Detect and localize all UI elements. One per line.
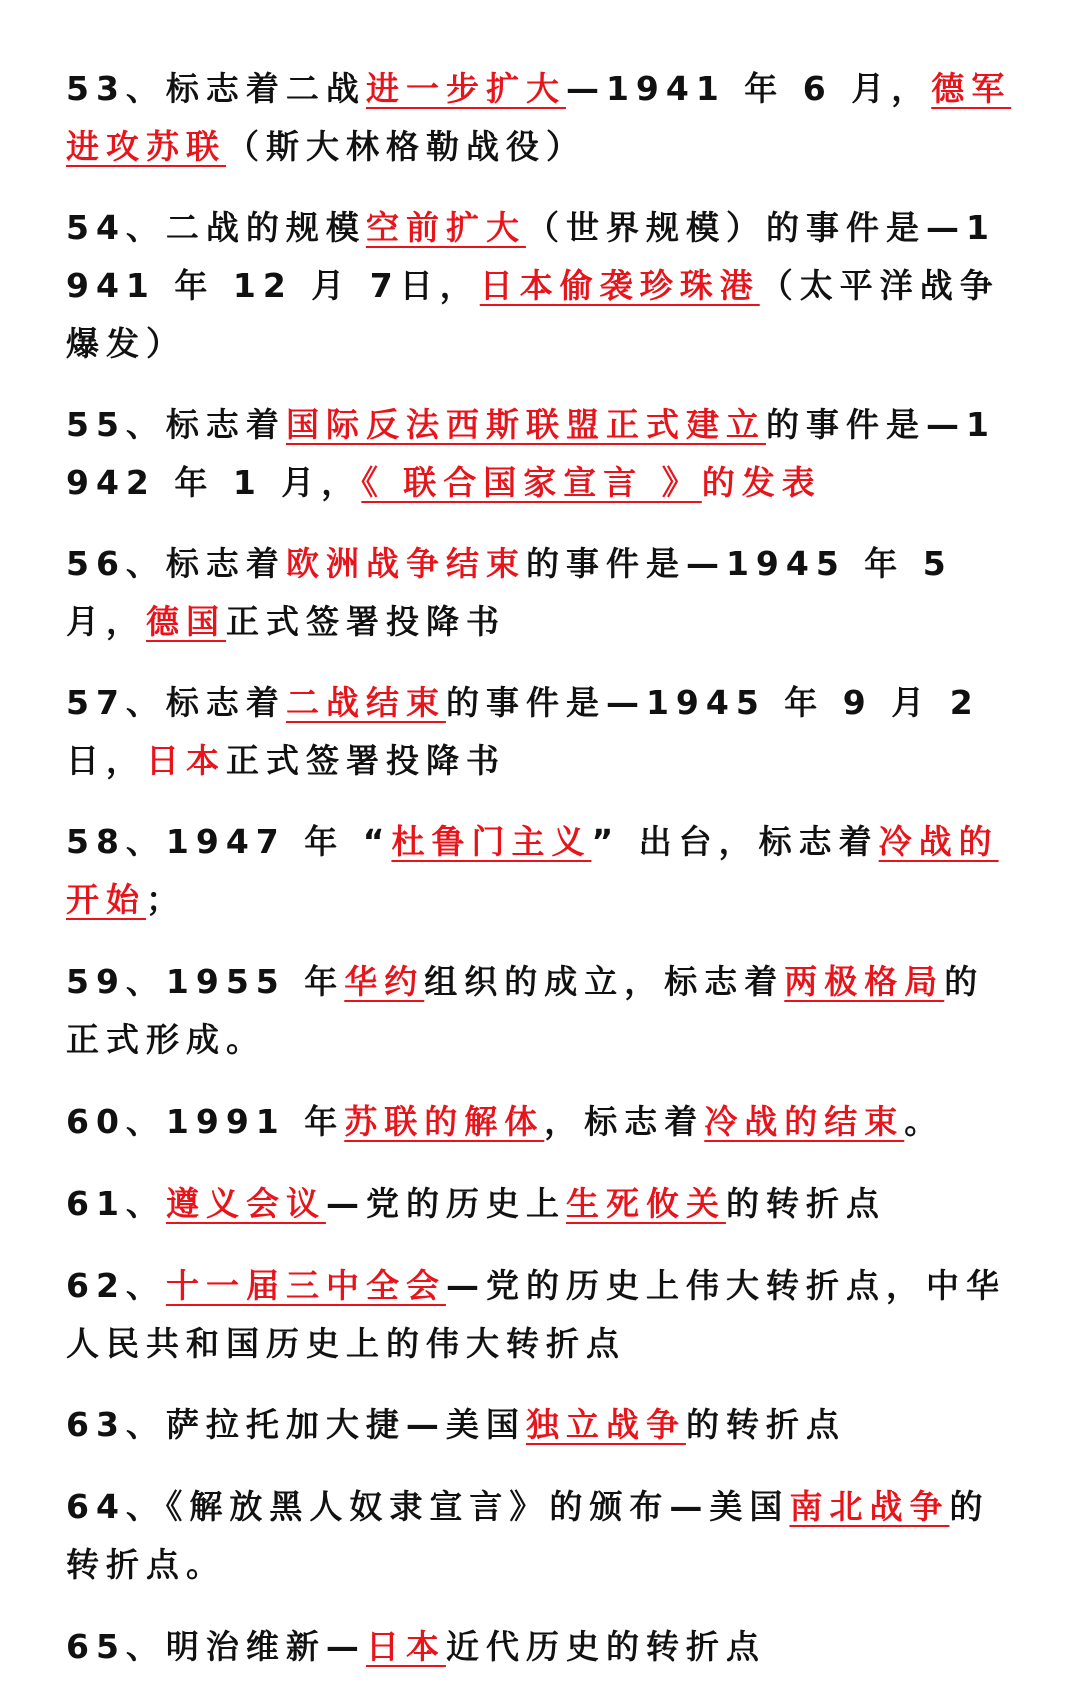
highlight: 《 联合国家宣言 》	[361, 463, 702, 502]
segment: ；	[146, 880, 186, 919]
item-62	[66, 1257, 1016, 1373]
item-58	[66, 813, 1016, 929]
item-64	[66, 1478, 1016, 1594]
segment: （斯大林格勒战役）	[226, 127, 586, 166]
segment: （世界规模）的事件是—1941 年 12 月 7日，	[66, 208, 996, 305]
segment: 正式签署投降书	[226, 741, 506, 780]
segment: 56、标志着	[66, 544, 286, 583]
item-55	[66, 396, 1016, 512]
highlight: 生死攸关	[565, 1184, 726, 1223]
segment: 的转折点	[685, 1405, 846, 1444]
segment: 63、萨拉托加大捷—美国	[66, 1405, 526, 1444]
item-54	[66, 199, 1016, 373]
segment: —党的历史上	[325, 1184, 566, 1223]
highlight: 遵义会议	[165, 1184, 326, 1223]
item-65	[66, 1618, 1016, 1676]
item-57	[66, 674, 1016, 790]
highlight: 国际反法西斯联盟正式建立	[285, 405, 766, 444]
item-53	[66, 60, 1016, 176]
item-59	[66, 953, 1016, 1069]
highlight: 日本	[365, 1627, 446, 1666]
segment: （太平洋战争爆发）	[66, 266, 1000, 363]
highlight: 德国	[146, 602, 226, 641]
highlight: 冷战的开始	[66, 822, 999, 919]
segment-red-plain: 日本	[146, 741, 226, 780]
segment: 55、标志着	[66, 405, 286, 444]
highlight: 冷战的结束	[704, 1102, 905, 1141]
segment: 的事件是—1942 年 1 月，	[66, 405, 996, 502]
segment: 的转折点。	[66, 1487, 990, 1584]
highlight: 日本偷袭珍珠港	[479, 266, 760, 305]
segment: 的正式形成。	[66, 962, 985, 1059]
highlight: 二战结束	[285, 683, 446, 722]
segment: 54、二战的规模	[66, 208, 366, 247]
segment: ，标志着	[544, 1102, 705, 1141]
highlight: 华约	[344, 962, 425, 1001]
highlight: 十一届三中全会	[165, 1266, 446, 1305]
segment: ” 出台，标志着	[591, 822, 879, 861]
segment: 的事件是—1945 年 9 月 2 日，	[66, 683, 980, 780]
segment: 。	[904, 1102, 945, 1141]
notes-page	[66, 60, 1016, 1700]
segment-red-plain: 的发表	[701, 463, 822, 502]
segment: 65、明治维新—	[66, 1627, 366, 1666]
item-60	[66, 1093, 1016, 1151]
highlight: 进一步扩大	[365, 69, 566, 108]
highlight: 德军进攻苏联	[66, 69, 1012, 166]
segment: 的转折点	[725, 1184, 886, 1223]
segment: 的事件是—1945 年 5 月，	[66, 544, 953, 641]
segment: 近代历史的转折点	[445, 1627, 766, 1666]
segment: 正式签署投降书	[226, 602, 506, 641]
segment: 53、标志着二战	[66, 69, 366, 108]
segment: 组织的成立，标志着	[424, 962, 785, 1001]
segment: 60、1991 年	[66, 1102, 345, 1141]
item-56	[66, 535, 1016, 651]
highlight: 南北战争	[789, 1487, 950, 1526]
segment: —1941 年 6 月，	[565, 69, 932, 108]
segment: 61、	[66, 1184, 166, 1223]
item-61	[66, 1175, 1016, 1233]
segment: —党的历史上伟大转折点，中华人民共和国历史上的伟大转折点	[66, 1266, 1006, 1363]
highlight: 两极格局	[784, 962, 945, 1001]
segment: 57、标志着	[66, 683, 286, 722]
segment: 58、1947 年 “	[66, 822, 392, 861]
segment: 62、	[66, 1266, 166, 1305]
highlight: 空前扩大	[365, 208, 526, 247]
highlight: 杜鲁门主义	[391, 822, 592, 861]
item-63	[66, 1396, 1016, 1454]
segment-red-plain: 欧洲战争结束	[285, 544, 526, 583]
segment: 64、《解放黑人奴隶宣言》的颁布—美国	[66, 1487, 790, 1526]
highlight: 苏联的解体	[344, 1102, 545, 1141]
segment: 59、1955 年	[66, 962, 345, 1001]
highlight: 独立战争	[525, 1405, 686, 1444]
